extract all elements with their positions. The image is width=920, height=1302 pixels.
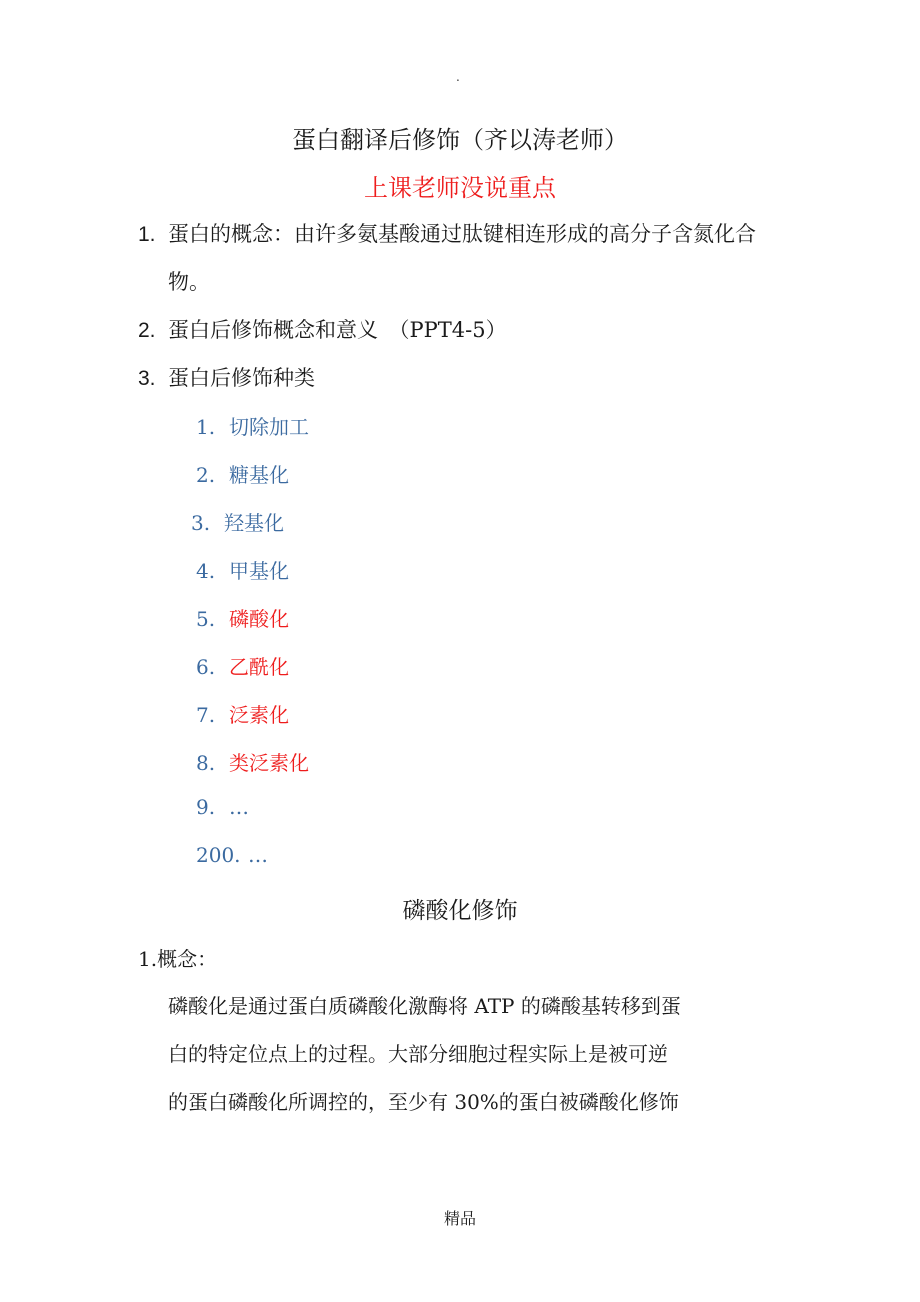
outline-text: 蛋白后修饰概念和意义 （PPT4-5） xyxy=(168,318,507,342)
type-number: 200. xyxy=(196,843,241,867)
page-footer: 精品 xyxy=(443,1209,476,1228)
outline-number: 2. xyxy=(138,319,156,342)
section-title: 磷酸化修饰 xyxy=(402,898,518,924)
type-item-7 xyxy=(196,699,289,728)
paragraph-line-3: 的蛋白磷酸化所调控的，至少有 30%的蛋白被磷酸化修饰 xyxy=(168,1090,679,1114)
section-heading: 1.概念： xyxy=(138,947,218,971)
header-dot: . xyxy=(456,70,460,84)
outline-item-1 xyxy=(138,218,756,248)
type-number: 1. xyxy=(196,415,216,439)
type-item-6 xyxy=(196,651,289,680)
outline-text: 蛋白后修饰种类 xyxy=(168,366,315,390)
type-item-2 xyxy=(196,459,289,488)
document-title: 蛋白翻译后修饰（齐以涛老师） xyxy=(292,126,628,154)
type-text: 切除加工 xyxy=(229,415,309,439)
outline-item-3 xyxy=(138,362,315,392)
type-text: 甲基化 xyxy=(229,559,289,583)
document-subtitle: 上课老师没说重点 xyxy=(364,174,556,202)
type-text: 磷酸化 xyxy=(229,607,289,631)
outline-text: 蛋白的概念：由许多氨基酸通过肽键相连形成的高分子含氮化合 xyxy=(168,222,756,246)
type-text: 乙酰化 xyxy=(229,655,289,679)
type-text: 类泛素化 xyxy=(229,751,309,775)
type-item-9 xyxy=(196,795,249,819)
paragraph-line-2: 白的特定位点上的过程。大部分细胞过程实际上是被可逆 xyxy=(168,1042,668,1066)
outline-item-2 xyxy=(138,314,507,344)
type-item-8 xyxy=(196,747,309,776)
outline-item-1-continued: 物。 xyxy=(168,270,210,294)
type-number: 6. xyxy=(196,655,216,679)
type-text: 羟基化 xyxy=(224,511,284,535)
type-text: 泛素化 xyxy=(229,703,289,727)
outline-number: 3. xyxy=(138,367,156,390)
paragraph-line-1: 磷酸化是通过蛋白质磷酸化激酶将 ATP 的磷酸基转移到蛋 xyxy=(168,994,681,1018)
type-number: 3. xyxy=(191,511,211,535)
type-number: 4. xyxy=(196,559,216,583)
type-item-4 xyxy=(196,555,289,584)
type-item-200 xyxy=(196,843,268,867)
type-item-5 xyxy=(196,603,289,632)
type-item-1 xyxy=(196,411,309,440)
type-number: 5. xyxy=(196,607,216,631)
type-text: … xyxy=(248,843,268,867)
type-text: … xyxy=(229,795,249,819)
type-number: 9. xyxy=(196,795,216,819)
outline-number: 1. xyxy=(138,223,156,246)
type-number: 2. xyxy=(196,463,216,487)
type-item-3 xyxy=(191,507,284,536)
type-number: 8. xyxy=(196,751,216,775)
type-number: 7. xyxy=(196,703,216,727)
type-text: 糖基化 xyxy=(229,463,289,487)
